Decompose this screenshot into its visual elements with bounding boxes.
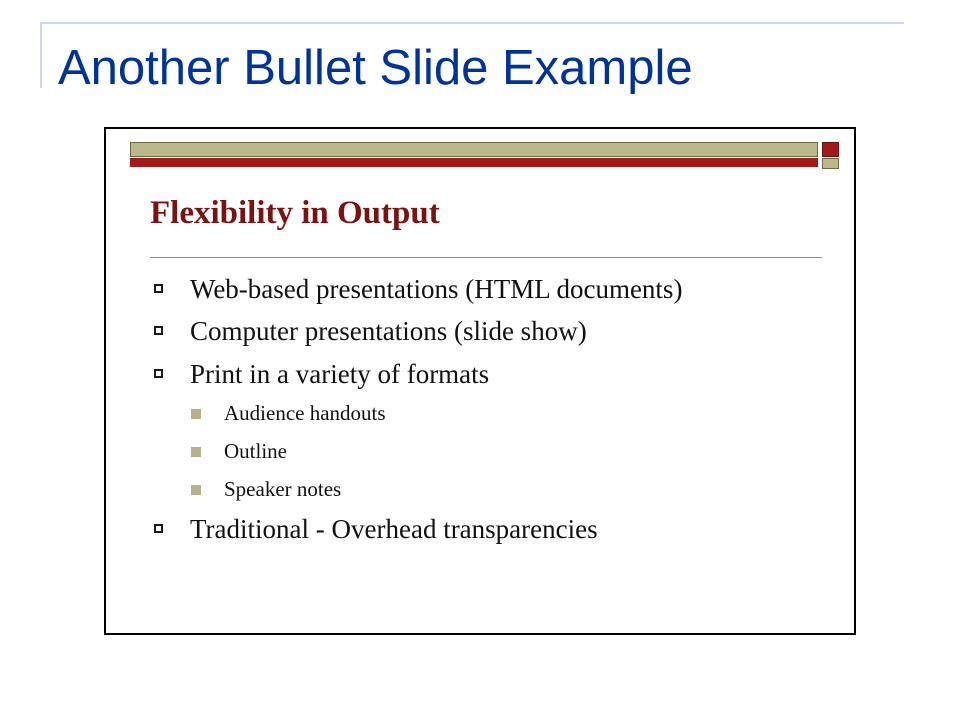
bullet-text: Computer presentations (slide show) bbox=[190, 316, 587, 346]
sub-bullet-item bbox=[224, 438, 287, 464]
slide-title: Another Bullet Slide Example bbox=[58, 41, 693, 95]
bullet-item bbox=[190, 513, 598, 545]
open-square-bullet-icon bbox=[154, 524, 163, 533]
bullet-item bbox=[190, 315, 587, 347]
filled-square-bullet-icon bbox=[191, 485, 201, 495]
bullet-text: Traditional - Overhead transparencies bbox=[190, 514, 598, 544]
open-square-bullet-icon bbox=[154, 369, 163, 378]
open-square-bullet-icon bbox=[154, 326, 163, 335]
bullet-text: Web-based presentations (HTML documents) bbox=[190, 274, 683, 304]
open-square-bullet-icon bbox=[154, 284, 163, 293]
filled-square-bullet-icon bbox=[191, 409, 201, 419]
bullet-text: Print in a variety of formats bbox=[190, 359, 490, 389]
slide-frame-top-line bbox=[40, 22, 904, 24]
embedded-slide-title: Flexibility in Output bbox=[150, 195, 440, 231]
slide-frame-left-line bbox=[40, 22, 42, 88]
sub-bullet-item bbox=[224, 476, 341, 502]
bullet-item bbox=[190, 358, 489, 390]
sub-bullet-text: Speaker notes bbox=[224, 477, 342, 501]
sub-bullet-text: Outline bbox=[224, 439, 287, 463]
sub-bullet-text: Audience handouts bbox=[224, 401, 386, 425]
bullet-list bbox=[106, 129, 854, 633]
sub-bullet-item bbox=[224, 400, 386, 426]
filled-square-bullet-icon bbox=[191, 447, 201, 457]
bullet-item bbox=[190, 273, 682, 305]
embedded-slide-image bbox=[104, 127, 856, 635]
